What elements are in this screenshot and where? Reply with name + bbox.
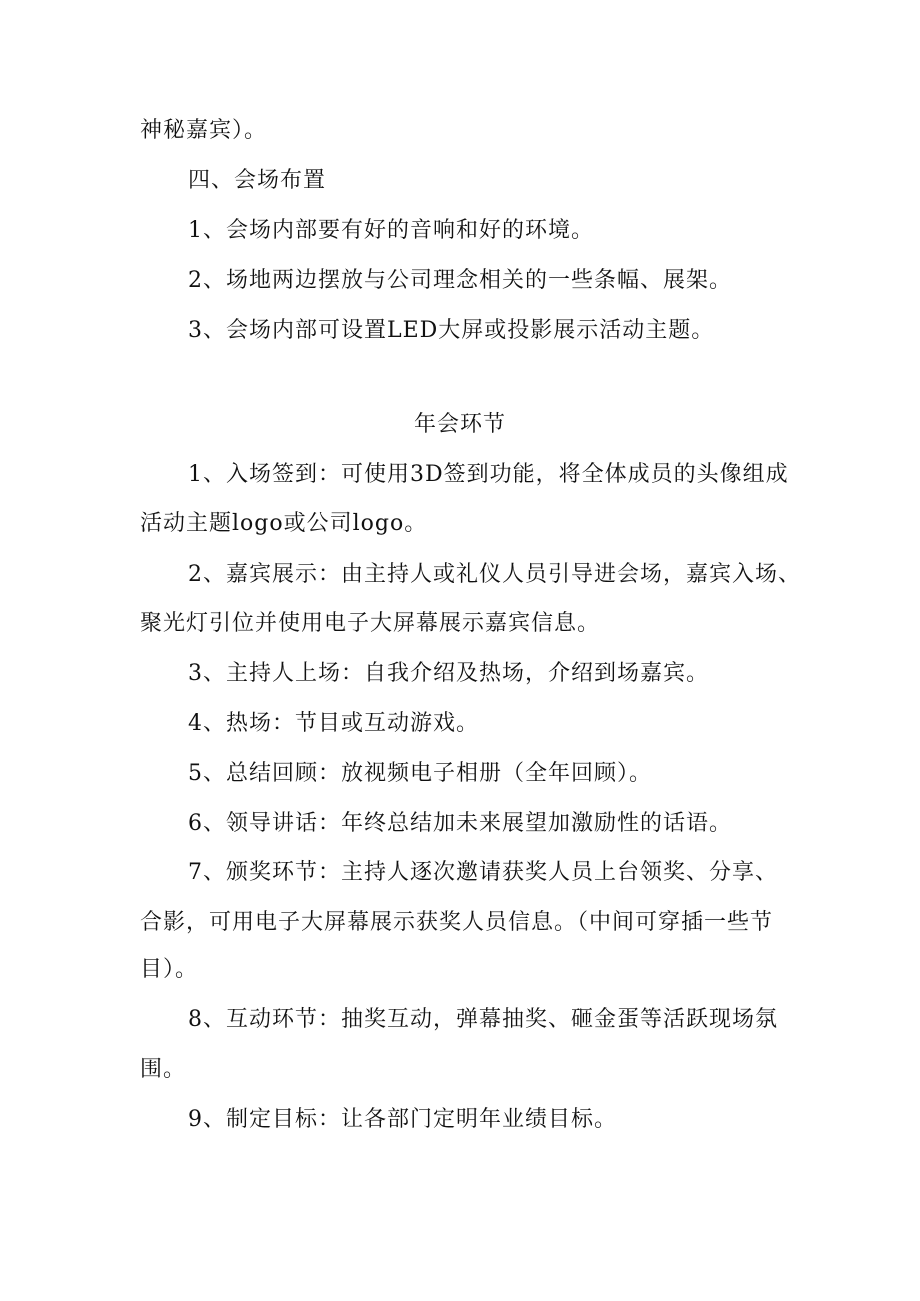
list-item: 9、制定目标：让各部门定明年业绩目标。 [188,1107,617,1132]
list-item: 8、互动环节：抽奖互动，弹幕抽奖、砸金蛋等活跃现场氛 [188,1007,778,1032]
list-item-continuation: 合影，可用电子大屏幕展示获奖人员信息。（中间可穿插一些节 [140,910,774,935]
section-heading: 四、会场布置 [188,168,327,193]
list-item: 3、会场内部可设置LED大屏或投影展示活动主题。 [188,318,715,343]
list-item: 2、场地两边摆放与公司理念相关的一些条幅、展架。 [188,268,732,293]
list-item: 6、领导讲话：年终总结加未来展望加激励性的话语。 [188,811,732,836]
paragraph-line: 神秘嘉宾）。 [140,118,268,143]
list-item: 4、热场：节目或互动游戏。 [188,711,479,736]
list-item-continuation: 聚光灯引位并使用电子大屏幕展示嘉宾信息。 [140,611,601,636]
section-title: 年会环节 [413,412,506,437]
list-item-continuation: 围。 [140,1057,187,1082]
list-item: 7、颁奖环节：主持人逐次邀请获奖人员上台领奖、分享、 [188,860,778,885]
list-item: 1、会场内部要有好的音响和好的环境。 [188,218,594,243]
list-item: 3、主持人上场：自我介绍及热场，介绍到场嘉宾。 [188,661,709,686]
list-item-continuation: 目）。 [140,957,199,982]
list-item: 2、嘉宾展示：由主持人或礼仪人员引导进会场，嘉宾入场、 [188,562,801,587]
list-item: 5、总结回顾：放视频电子相册（全年回顾）。 [188,761,652,786]
list-item-continuation: 活动主题logo或公司logo。 [140,511,428,536]
list-item: 1、入场签到：可使用3D签到功能，将全体成员的头像组成 [188,462,789,487]
